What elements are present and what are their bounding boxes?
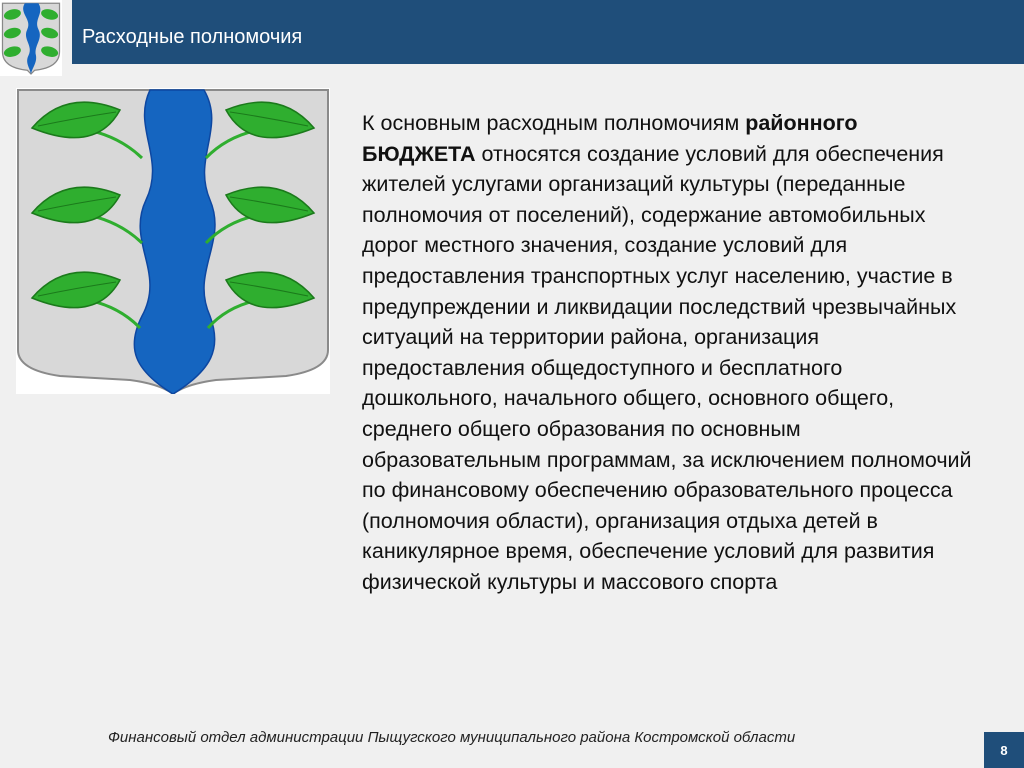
body-paragraph [362, 108, 972, 598]
footer-text: Финансовый отдел администрации Пыщугского муниципального района Костромской области [108, 729, 796, 746]
page-number-badge: 8 [984, 732, 1024, 768]
body-bold: районного БЮДЖЕТА [362, 111, 858, 166]
coat-of-arms-small-icon [0, 0, 62, 76]
body-lead: К основным расходным полномочиям [362, 111, 746, 135]
page-title: Расходные полномочия [82, 26, 303, 48]
body-rest: относятся создание условий для обеспечения жителей услугами организаций культуры (переданные полномочия от поселений), содержание автомобильных дорог местного значения, создание условий для предоставления транспортных услуг населению, участие в предупреждении и ликвидации последствий чрезвычайных ситуаций на территории района, организация предоставления общедоступного и бесплатного дошкольного, начального общего, основного общего, среднего общего образования по основным образовательным программам, за исключением полномочий по финансовому обеспечению образовательного процесса (полномочия области), организация отдыха детей в каникулярное время, обеспечение условий для развития физической культуры и массового спорта [362, 141, 972, 594]
coat-of-arms [16, 88, 330, 394]
coat-of-arms-icon [16, 88, 330, 394]
header-logo [0, 0, 62, 76]
